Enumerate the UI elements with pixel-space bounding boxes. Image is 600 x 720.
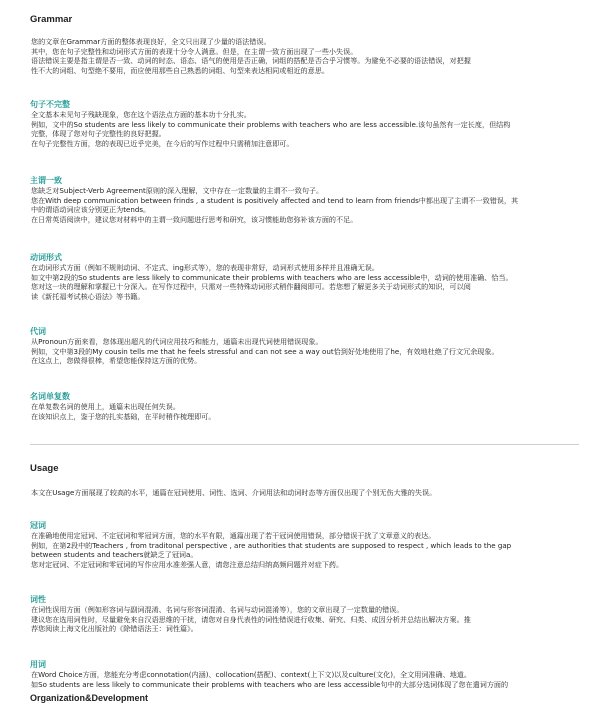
body-line: 您在With deep communication between frinds , a student is positively affected and tend to learn from friends中都出现了主谓不一致错误，其 — [31, 195, 519, 205]
grammar-intro-line: 语法错误主要是指主谓是否一致、动词的时态、语态、语气的使用是否正确，词组的搭配是否合乎习惯等。为避免不必要的语法错误，对把握 — [31, 56, 471, 66]
grammar-intro — [31, 37, 579, 75]
body-line: 全文基本未见句子残缺现象，您在这个语法点方面的基本功十分扎实。 — [31, 110, 251, 119]
body-line: 例如，文中第3段的My cousin tells me that he feels stressful and can not see a way out恰到好处地使用了he，有效地杜绝了行文冗余现象。 — [31, 346, 499, 356]
subsection-body-noun-number — [31, 402, 579, 421]
body-line: 如文中第2段的So students are less likely to communicate their problems with teachers who are less accessible中，动词的使用准确、恰当。 — [31, 272, 513, 282]
body-line: 在该知识点上，鉴于您的扎实基础，在平时稍作梳理即可。 — [31, 411, 216, 421]
body-line: 在日常英语阅读中，建议您对材料中的主谓一致问题进行思考和研究，该习惯能助您弥补该方面的不足。 — [31, 214, 358, 224]
body-line: 在句子完整性方面，您的表现已近乎完美，在今后的写作过程中只需稍加注意即可。 — [31, 138, 294, 148]
grammar-section-title: Grammar — [30, 14, 73, 25]
body-line: 从Pronoun方面来看，您体现出超凡的代词应用技巧和能力，通篇未出现代词使用错误现象。 — [31, 337, 323, 346]
subsection-body-pronoun — [31, 337, 579, 366]
subsection-title-subject-verb-agreement: 主谓一致 — [30, 176, 62, 185]
usage-section-title: Usage — [30, 463, 59, 474]
subsection-body-verb-form — [31, 263, 579, 301]
body-line: 荐您阅读上海文化出版社的《除错语法王：词性篇》。 — [31, 624, 198, 634]
usage-intro-line: 本文在Usage方面展现了较高的水平，通篇在冠词使用、词性、选词、介词用法和动词时态等方面仅出现了个别无伤大雅的失误。 — [31, 488, 437, 497]
body-line: between students and teachers就缺乏了冠词a。 — [31, 550, 198, 560]
body-line: 您对这一块的理解和掌握已十分深入。在写作过程中，只需对一些特殊动词形式稍作翻阅即可。若您想了解更多关于动词形式的知识，可以阅 — [31, 282, 471, 292]
organization-section-title: Organization&Development — [30, 693, 149, 703]
body-line: 您对定冠词、不定冠词和零冠词的写作应用水准差强人意，请您注意总结归纳高频问题并对症下药。 — [31, 559, 344, 569]
body-line: 例如，文中的So students are less likely to communicate their problems with teachers who are less accessible.该句虽然有一定长度，但结构 — [31, 119, 511, 129]
body-line: 在单复数名词的使用上，通篇未出现任何失误。 — [31, 402, 180, 411]
body-line: 完整，体现了您对句子完整性的良好把握。 — [31, 129, 166, 139]
subsection-title-word-choice: 用词 — [30, 660, 46, 669]
body-line: 建议您在选用词性时，尽量避免来自汉语思维的干扰，请您对自身代表性的词性错误进行收集、研究、归类、成因分析并总结出解决方案。推 — [31, 614, 471, 624]
grammar-intro-line: 其中，您在句子完整性和动词形式方面的表现十分令人满意。但是，在主谓一致方面出现了一些小失误。 — [31, 46, 358, 56]
body-line: 在这点上，您做得很棒，希望您能保持这方面的优势。 — [31, 356, 202, 366]
subsection-body-subject-verb-agreement — [31, 186, 579, 224]
body-line: 在Word Choice方面，您能充分考虑connotation(内涵)、collocation(搭配)、context(上下文)以及culture(文化)，全文用词准确、地道。 — [31, 670, 471, 679]
subsection-title-part-of-speech: 词性 — [30, 595, 46, 604]
body-line: 如So students are less likely to communicate their problems with teachers who are less accessible句中的大部分选词体现了您在遣词方面的 — [31, 679, 509, 689]
grammar-intro-line: 性不大的词组、句型绝不要用，而应使用那些自己熟悉的词组、句型来表达相同或相近的意思。 — [31, 65, 329, 75]
subsection-title-verb-form: 动词形式 — [30, 253, 62, 262]
subsection-body-part-of-speech — [31, 605, 579, 634]
body-line: 在准确地使用定冠词、不定冠词和零冠词方面，您的水平有限，通篇出现了若干冠词使用错误，部分错误干扰了文章意义的表达。 — [31, 531, 436, 540]
body-line: 在词性误用方面（例如形容词与副词混淆、名词与形容词混淆、名词与动词混淆等），您的文章出现了一定数量的错误。 — [31, 605, 404, 614]
subsection-title-article: 冠词 — [30, 521, 46, 530]
subsection-title-sentence-fragment: 句子不完整 — [30, 100, 70, 109]
subsection-body-word-choice — [31, 670, 579, 689]
subsection-body-sentence-fragment — [31, 110, 579, 148]
body-line: 您缺乏对Subject-Verb Agreement原则的深入理解，文中存在一定数量的主谓不一致句子。 — [31, 186, 324, 195]
body-line: 中的谓语动词应该分别更正为tends。 — [31, 205, 151, 215]
body-line: 例如，在第2段中的Teachers , from traditonal perspective , are authorities that students are supposed to respect , which leads to the gap — [31, 540, 512, 550]
section-divider — [30, 444, 579, 445]
subsection-body-article — [31, 531, 579, 569]
subsection-title-noun-number: 名词单复数 — [30, 392, 70, 401]
body-line: 在动词形式方面（例如不规则动词、不定式、ing形式等），您的表现非常好，动词形式使用多样并且准确无误。 — [31, 263, 379, 272]
grammar-intro-line: 您的文章在Grammar方面的整体表现良好，全文只出现了少量的语法错误。 — [31, 37, 271, 46]
body-line: 读《新托福考试核心语法》等书籍。 — [31, 291, 145, 301]
subsection-title-pronoun: 代词 — [30, 327, 46, 336]
usage-intro — [31, 488, 579, 498]
